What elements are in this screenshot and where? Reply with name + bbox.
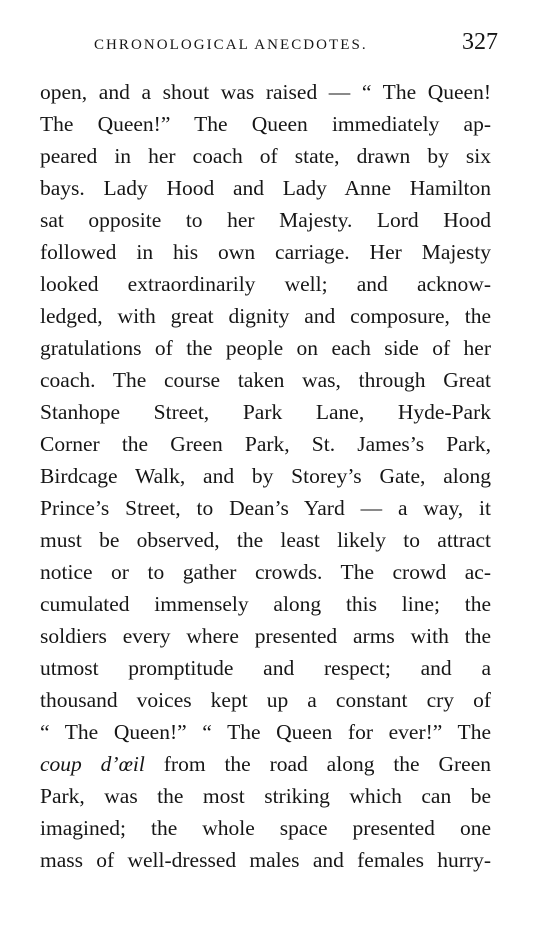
text-line: Birdcage Walk, and by Storey’s Gate, along xyxy=(40,464,491,488)
text-line: ledged, with great dignity and composure, the xyxy=(40,304,491,328)
running-head xyxy=(94,28,498,58)
text-line: looked extraordinarily well; and acknow- xyxy=(40,272,491,296)
running-title: CHRONOLOGICAL ANECDOTES. xyxy=(94,37,368,53)
text-line: mass of well-dressed males and females hurry- xyxy=(40,848,491,872)
text-line: bays. Lady Hood and Lady Anne Hamilton xyxy=(40,176,491,200)
text-line: utmost promptitude and respect; and a xyxy=(40,656,491,680)
text-line: notice or to gather crowds. The crowd ac- xyxy=(40,560,491,584)
text-line-with-italic xyxy=(40,748,491,780)
text-line: Stanhope Street, Park Lane, Hyde-Park xyxy=(40,400,491,424)
text-line: Park, was the most striking which can be xyxy=(40,784,491,808)
text-line-rest: from the road along the Green xyxy=(163,752,491,776)
text-line: soldiers every where presented arms with the xyxy=(40,624,491,648)
text-line: “ The Queen!” “ The Queen for ever!” The xyxy=(40,720,491,744)
page-number: 327 xyxy=(462,29,498,55)
text-line: must be observed, the least likely to attract xyxy=(40,528,491,552)
italic-phrase: coup d’œil xyxy=(40,752,145,776)
text-line: cumulated immensely along this line; the xyxy=(40,592,491,616)
body-text xyxy=(40,76,491,876)
text-line: followed in his own carriage. Her Majesty xyxy=(40,240,491,264)
text-line: coach. The course taken was, through Great xyxy=(40,368,491,392)
text-line: gratulations of the people on each side of her xyxy=(40,336,491,360)
text-line: peared in her coach of state, drawn by six xyxy=(40,144,491,168)
text-line: Corner the Green Park, St. James’s Park, xyxy=(40,432,491,456)
text-line: imagined; the whole space presented one xyxy=(40,816,491,840)
text-line: sat opposite to her Majesty. Lord Hood xyxy=(40,208,491,232)
text-line: open, and a shout was raised — “ The Queen! xyxy=(40,80,491,104)
text-line: The Queen!” The Queen immediately ap- xyxy=(40,112,491,136)
text-line: Prince’s Street, to Dean’s Yard — a way, it xyxy=(40,496,491,520)
text-line: thousand voices kept up a constant cry of xyxy=(40,688,491,712)
